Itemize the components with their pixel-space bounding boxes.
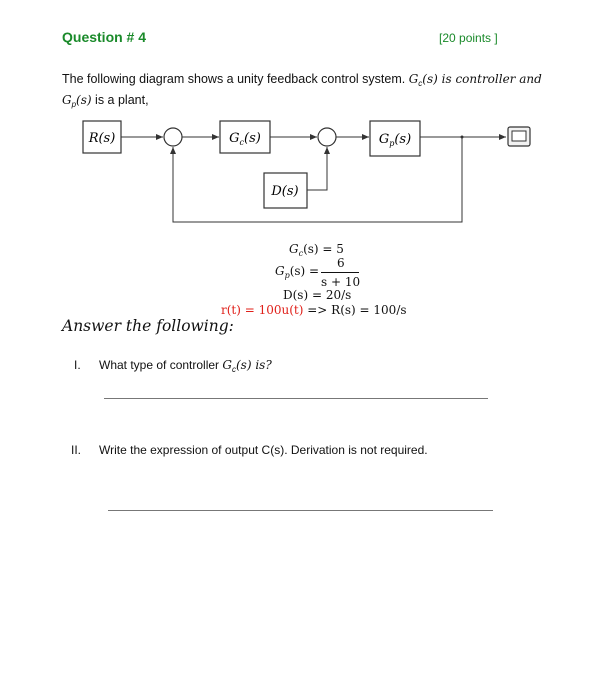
block-d-label: D(s) — [271, 184, 299, 199]
block-gc-label — [229, 131, 261, 147]
answer-line-2[interactable] — [108, 510, 493, 511]
question-2-number: II. — [71, 443, 82, 457]
block-gp-g: G — [378, 132, 390, 147]
intro-gc-sub: c — [418, 79, 423, 88]
sum-junction-1 — [164, 128, 182, 146]
intro-gp-symbol: G — [62, 93, 72, 107]
block-gc-tail: (s) — [244, 131, 261, 146]
branch-point — [461, 136, 464, 139]
answer-heading: Answer the following: — [62, 317, 234, 335]
eq-gp-rest: (s) = — [289, 264, 320, 278]
question-2-text: Write the expression of output C(s). Derivation is not required. — [99, 443, 428, 457]
question-1-text — [99, 358, 272, 374]
answer-line-1[interactable] — [104, 398, 488, 399]
intro-gp-sub: p — [71, 100, 77, 109]
eq-gp-denominator: s + 10 — [321, 275, 361, 289]
block-gp-tail: (s) — [394, 132, 412, 147]
sum-junction-2 — [318, 128, 336, 146]
wire-d-to-sum2 — [307, 147, 327, 190]
eq-gp-sub: p — [284, 271, 290, 280]
eq-r-rest: => R(s) = 100/s — [303, 303, 407, 317]
block-r-label: R(s) — [88, 131, 116, 146]
intro-gc-symbol: G — [408, 72, 419, 86]
question-1-text-b: (s) is? — [235, 358, 272, 372]
question-1-text-a: What type of controller — [99, 358, 223, 372]
eq-gc — [289, 242, 344, 258]
eq-d: D(s) = 20/s — [283, 288, 352, 302]
question-title: Question # 4 — [62, 29, 147, 45]
eq-gp — [275, 264, 319, 280]
scope-icon — [508, 127, 530, 146]
eq-gc-rest: (s) = 5 — [303, 242, 344, 256]
block-gc-sub: c — [239, 138, 245, 147]
eq-gc-sub: c — [298, 249, 304, 258]
points-label: [20 points ] — [439, 31, 498, 45]
eq-r — [221, 303, 407, 317]
question-1-number: I. — [74, 358, 81, 372]
block-gp-label — [379, 132, 411, 148]
intro-text-a: The following diagram shows a unity feedback control system. — [62, 72, 409, 86]
question-1-sym: G — [222, 358, 232, 372]
intro-text-c: (s) — [76, 93, 92, 107]
eq-r-red: r(t) = 100u(t) — [221, 303, 304, 317]
intro-text-b: (s) is controller and — [422, 72, 542, 86]
question-1-sym-sub: c — [231, 365, 236, 374]
block-gc-g: G — [229, 131, 240, 146]
block-gp-sub: p — [389, 139, 395, 148]
eq-gc-g: G — [289, 242, 299, 256]
eq-gp-fraction-bar — [321, 272, 359, 273]
intro-text-d: is a plant, — [91, 93, 149, 107]
eq-gp-g: G — [275, 264, 285, 278]
eq-gp-numerator: 6 — [337, 256, 345, 270]
